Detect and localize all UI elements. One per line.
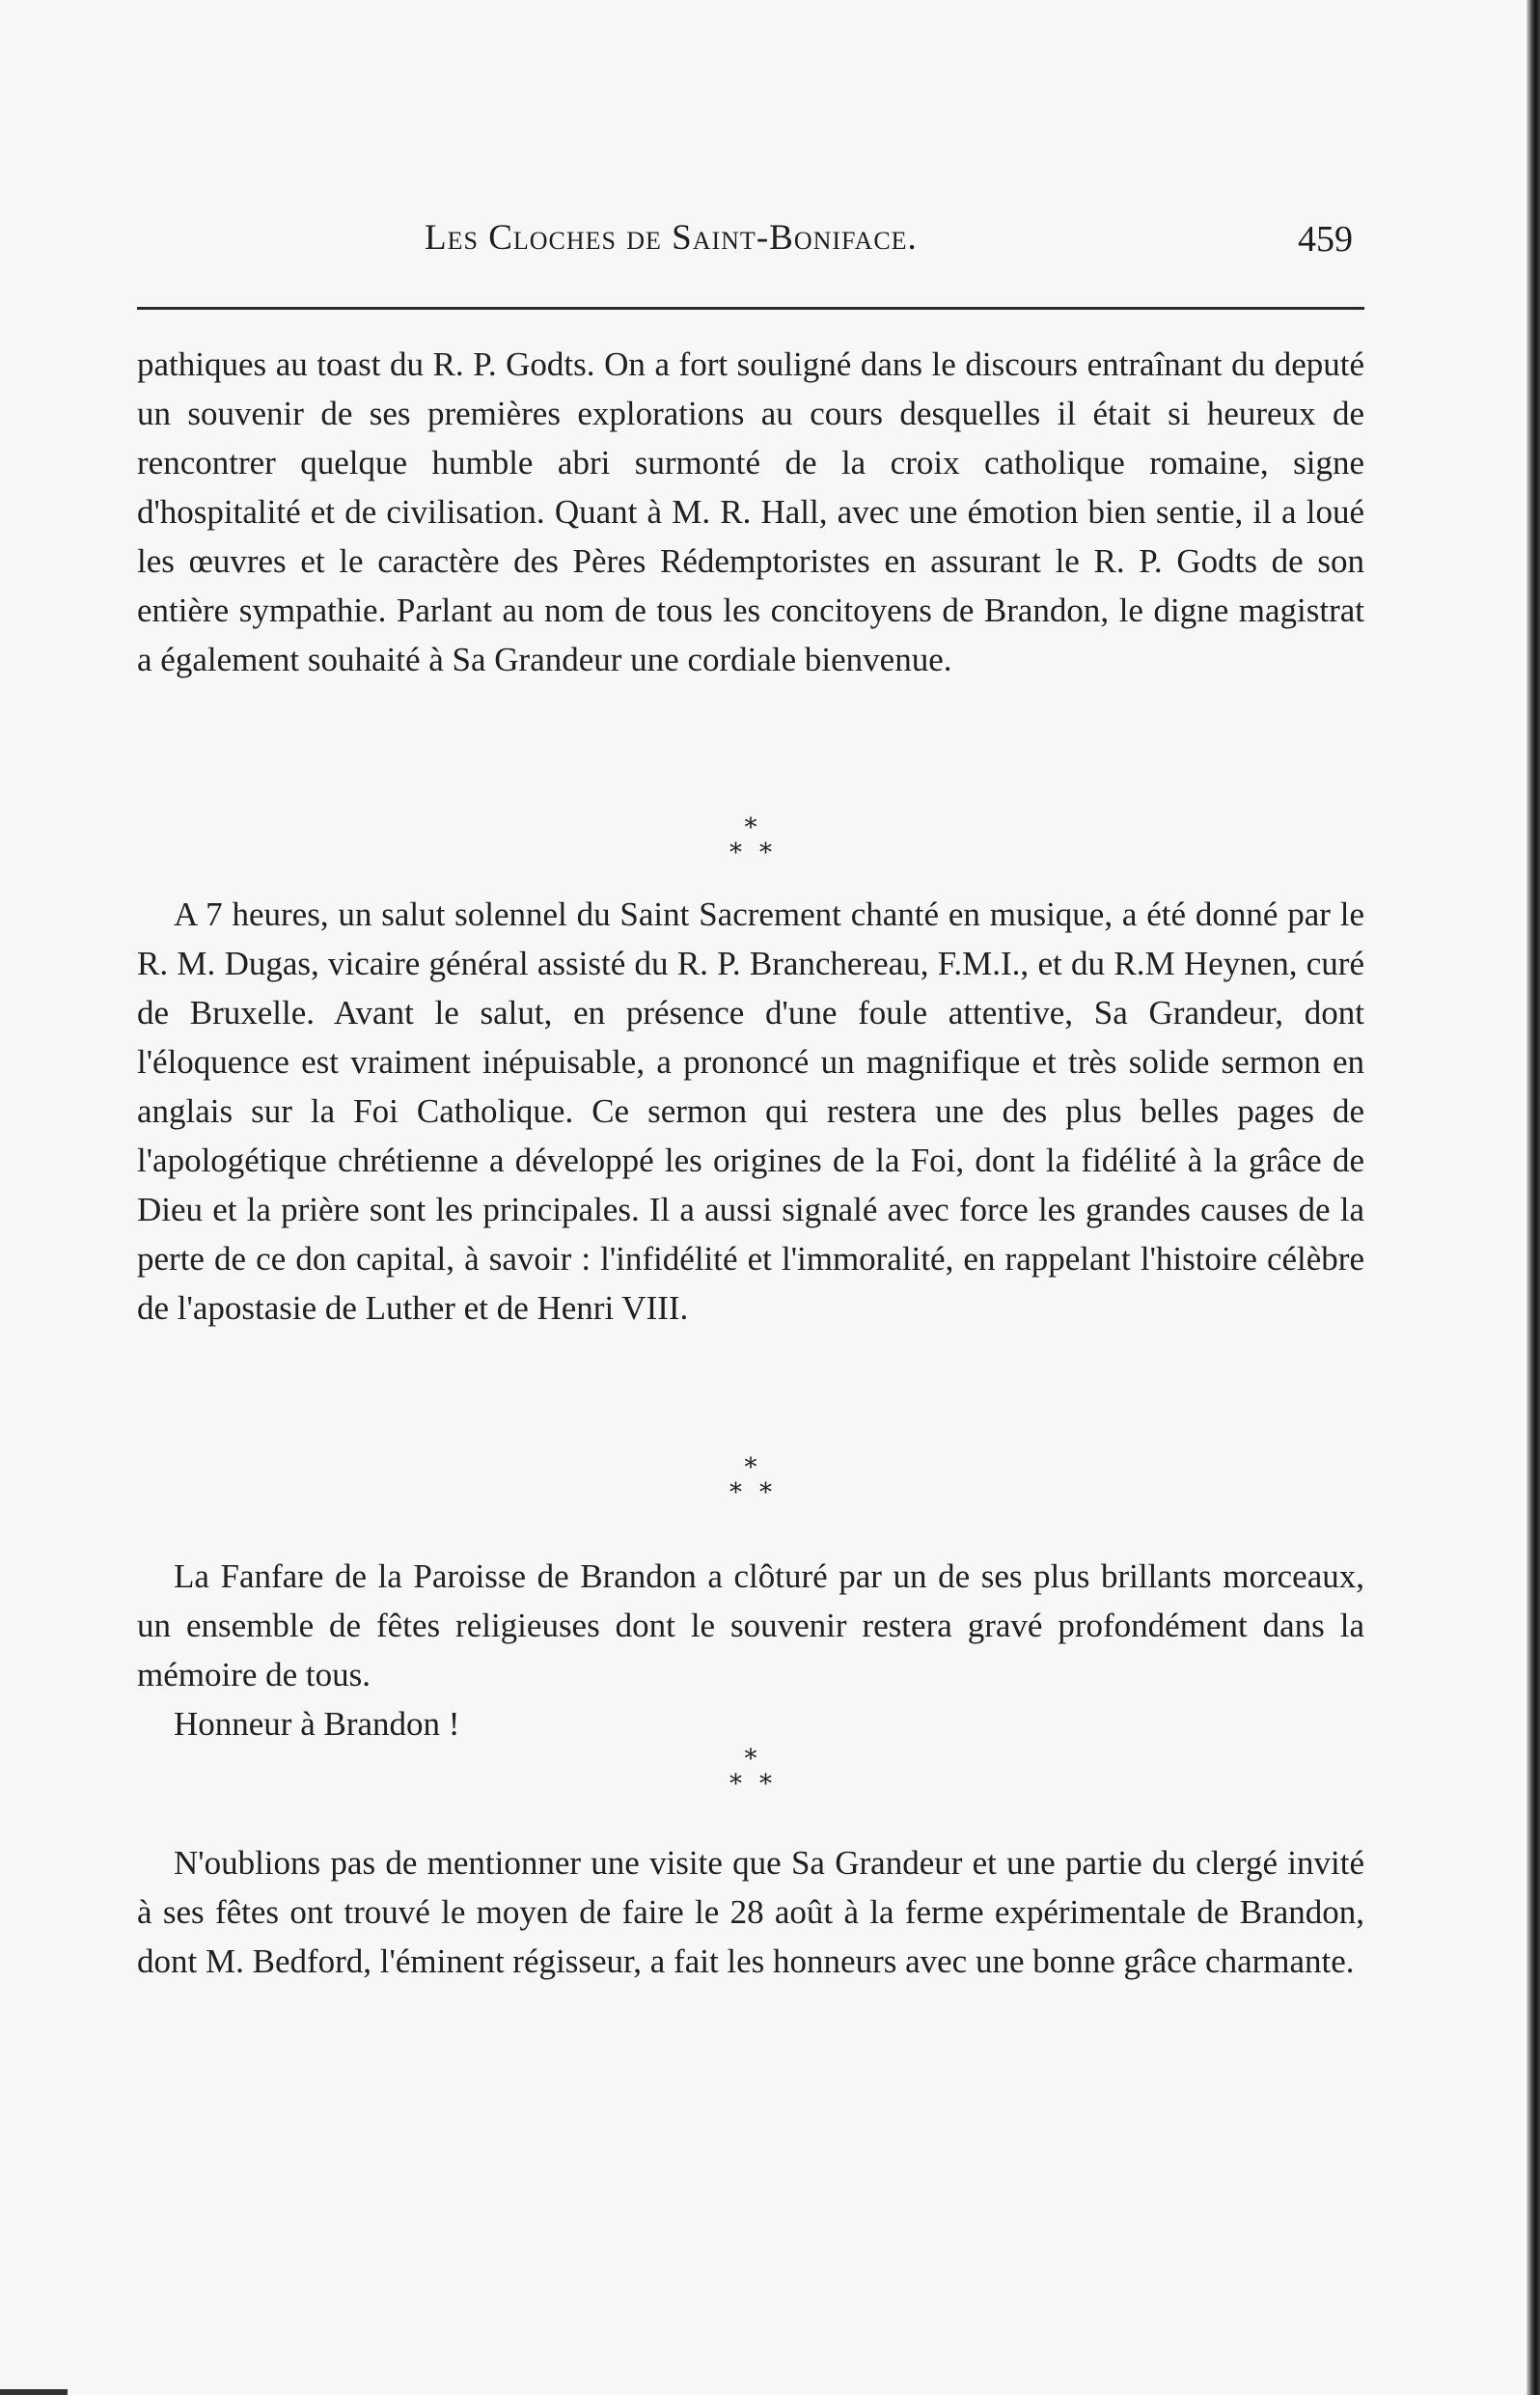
scan-corner-mark <box>0 2389 68 2395</box>
header-rule <box>137 307 1364 310</box>
paragraph-text: N'oublions pas de mentionner une visite que Sa Grandeur et une partie du clergé invité à ses fêtes ont trouvé le moyen de faire le 28 août à la ferme expérimentale de Brandon, dont M. Bedford, l'éminent régisseur, a fait les honneurs avec une bonne grâce charmante. <box>137 1844 1364 1980</box>
asterism-separator <box>702 1455 799 1505</box>
asterism-top: * <box>744 1453 757 1482</box>
paragraph-text: pathiques au toast du R. P. Godts. On a fort souligné dans le discours entraînant du deputé un souvenir de ses premières explorations au cours desquelles il était si heureux de rencontrer quelque humble abri surmonté de la croix catholique romaine, signe d'hospitalité et de civilisation. Quant à M. R. Hall, avec une émotion bien sentie, il a loué les œuvres et le caractère des Pères Rédemptoristes en assurant le R. P. Godts de son entière sympathie. Parlant au nom de tous les concitoyens de Brandon, le digne magistrat a également souhaité à Sa Grandeur une cordiale bienvenue. <box>137 345 1364 678</box>
paragraph-fanfare <box>137 1552 1364 1748</box>
paragraph-honneur: Honneur à Brandon ! <box>174 1705 460 1743</box>
asterism-top: * <box>744 813 757 842</box>
page-number: 459 <box>1298 219 1353 260</box>
asterism-separator <box>702 815 799 866</box>
paragraph-visite-ferme <box>137 1838 1364 1986</box>
running-header-title: Les Cloches de Saint-Boniface. <box>425 218 918 258</box>
paragraph-salut <box>137 890 1364 1333</box>
paragraph-text: A 7 heures, un salut solennel du Saint Sacrement chanté en musique, a été donné par le R. M. Dugas, vicaire général assisté du R. P. Branchereau, F.M.I., et du R.M Heynen, curé de Bruxelle. Avant le salut, en présence d'une foule attentive, Sa Grandeur, dont l'éloquence est vraiment inépuisable, a prononcé un magnifique et très solide sermon en anglais sur la Foi Catholique. Ce sermon qui restera une des plus belles pages de l'apologétique chrétienne a développé les origines de la Foi, dont la fidélité à la grâce de Dieu et la prière sont les principales. Il a aussi signalé avec force les grandes causes de la perte de ce don capital, à savoir : l'infidélité et l'immoralité, en rappelant l'histoire célèbre de l'apostasie de Luther et de Henri VIII. <box>137 895 1364 1327</box>
paragraph-toast-continuation <box>137 340 1364 684</box>
asterism-bottom: ** <box>729 1770 789 1799</box>
asterism-bottom: ** <box>729 839 789 867</box>
paragraph-text: La Fanfare de la Paroisse de Brandon a clôturé par un de ses plus brillants morceaux, un ensemble de fêtes religieuses dont le souvenir restera gravé profondément dans la mémoire de tous. <box>137 1557 1364 1693</box>
asterism-separator <box>702 1747 799 1797</box>
asterism-bottom: ** <box>729 1478 789 1507</box>
asterism-top: * <box>744 1745 757 1774</box>
scan-edge-shadow <box>1526 0 1540 2395</box>
